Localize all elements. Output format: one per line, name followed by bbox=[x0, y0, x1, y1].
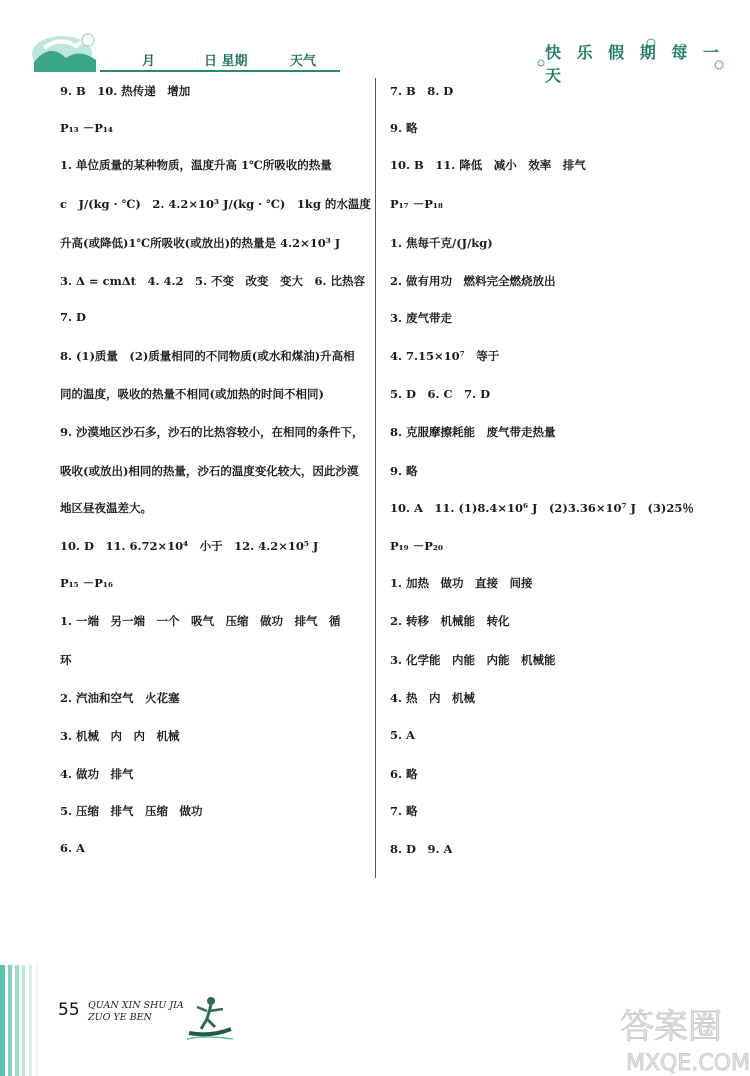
answer-line: 7. B 8. D bbox=[390, 84, 454, 98]
answer-line: 8. D 9. A bbox=[390, 842, 453, 856]
page-range-label: P₁₇ －P₁₈ bbox=[390, 197, 443, 211]
answer-line: 4. 7.15×10⁷ 等于 bbox=[390, 349, 500, 363]
answer-line: 6. A bbox=[60, 841, 85, 855]
answer-line: 5. 压缩 排气 压缩 做功 bbox=[60, 804, 203, 818]
page-range-label: P₁₉ －P₂₀ bbox=[390, 539, 443, 553]
answer-line: c J/(kg · ℃) 2. 4.2×10³ J/(kg · ℃) 1kg 的水温度 bbox=[60, 197, 371, 211]
answer-line: 10. B 11. 降低 减小 效率 排气 bbox=[390, 158, 586, 172]
answer-line: 9. 略 bbox=[390, 121, 418, 135]
brand-text bbox=[88, 1000, 184, 1024]
answer-line: 4. 热 内 机械 bbox=[390, 691, 476, 705]
svg-text:答案圈: 答案圈 bbox=[620, 1007, 722, 1047]
answer-line: 9. 略 bbox=[390, 464, 418, 478]
date-weather-line bbox=[100, 48, 340, 72]
answer-line: 8. (1)质量 (2)质量相同的不同物质(或水和煤油)升高相 bbox=[60, 349, 355, 363]
answer-line: 4. 做功 排气 bbox=[60, 767, 134, 781]
answer-line: 吸收(或放出)相同的热量，沙石的温度变化较大，因此沙漠 bbox=[60, 464, 359, 478]
answer-line: 升高(或降低)1℃所吸收(或放出)的热量是 4.2×10³ J bbox=[60, 236, 341, 250]
svg-text:MXQE.COM: MXQE.COM bbox=[626, 1051, 750, 1076]
answer-line: 2. 汽油和空气 火花塞 bbox=[60, 691, 180, 705]
answer-line: 1. 焦每千克/(J/kg) bbox=[390, 236, 493, 250]
answer-line: 3. 化学能 内能 内能 机械能 bbox=[390, 653, 556, 667]
page-number: 55 bbox=[58, 1000, 80, 1020]
watermark-logo bbox=[600, 1000, 750, 1076]
answer-line: 3. 废气带走 bbox=[390, 311, 453, 325]
page-range-label: P₁₅ －P₁₆ bbox=[60, 576, 113, 590]
column-divider bbox=[375, 78, 376, 878]
header-title: 快 乐 假 期 每 一 天 bbox=[545, 43, 724, 85]
answer-line: 8. 克服摩擦耗能 废气带走热量 bbox=[390, 425, 556, 439]
brand-line-2: ZUO YE BEN bbox=[88, 1012, 152, 1023]
surfer-icon bbox=[185, 993, 235, 1041]
answer-line: 10. A 11. (1)8.4×10⁶ J (2)3.36×10⁷ J (3)25％ bbox=[390, 501, 694, 515]
answer-line: 2. 转移 机械能 转化 bbox=[390, 614, 510, 628]
answer-line: 3. 机械 内 内 机械 bbox=[60, 729, 180, 743]
answer-line: 环 bbox=[60, 653, 72, 667]
answer-line: 1. 一端 另一端 一个 吸气 压缩 做功 排气 循 bbox=[60, 614, 341, 628]
month-label: 月 bbox=[142, 54, 156, 69]
day-weekday-label: 日 星期 bbox=[204, 54, 248, 69]
answer-line: 6. 略 bbox=[390, 767, 418, 781]
brand-line-1: QUAN XIN SHU JIA bbox=[88, 1000, 184, 1011]
answer-line: 7. D bbox=[60, 310, 86, 324]
footer-stripes-decoration bbox=[0, 965, 42, 1076]
answer-line: 同的温度，吸收的热量不相同(或加热的时间不相同) bbox=[60, 387, 324, 401]
answer-line: 10. D 11. 6.72×10⁴ 小于 12. 4.2×10⁵ J bbox=[60, 539, 319, 553]
answer-line: 2. 做有用功 燃料完全燃烧放出 bbox=[390, 274, 556, 288]
answer-line: 1. 加热 做功 直接 间接 bbox=[390, 576, 533, 590]
answer-line: 5. D 6. C 7. D bbox=[390, 387, 491, 401]
answer-line: 9. B 10. 热传递 增加 bbox=[60, 84, 191, 98]
answer-line: 5. A bbox=[390, 728, 415, 742]
answer-line: 7. 略 bbox=[390, 804, 418, 818]
answer-line: 3. Δ = cmΔt 4. 4.2 5. 不变 改变 变大 6. 比热容 bbox=[60, 274, 366, 288]
answer-line: 地区昼夜温差大。 bbox=[60, 501, 152, 515]
weather-label: 天气 bbox=[290, 54, 317, 69]
page-header bbox=[0, 0, 750, 85]
landscape-logo-icon bbox=[30, 28, 110, 74]
answer-line: 9. 沙漠地区沙石多，沙石的比热容较小，在相同的条件下， bbox=[60, 425, 364, 439]
page-range-label: P₁₃ －P₁₄ bbox=[60, 121, 113, 135]
answer-line: 1. 单位质量的某种物质，温度升高 1℃所吸收的热量 bbox=[60, 158, 332, 172]
